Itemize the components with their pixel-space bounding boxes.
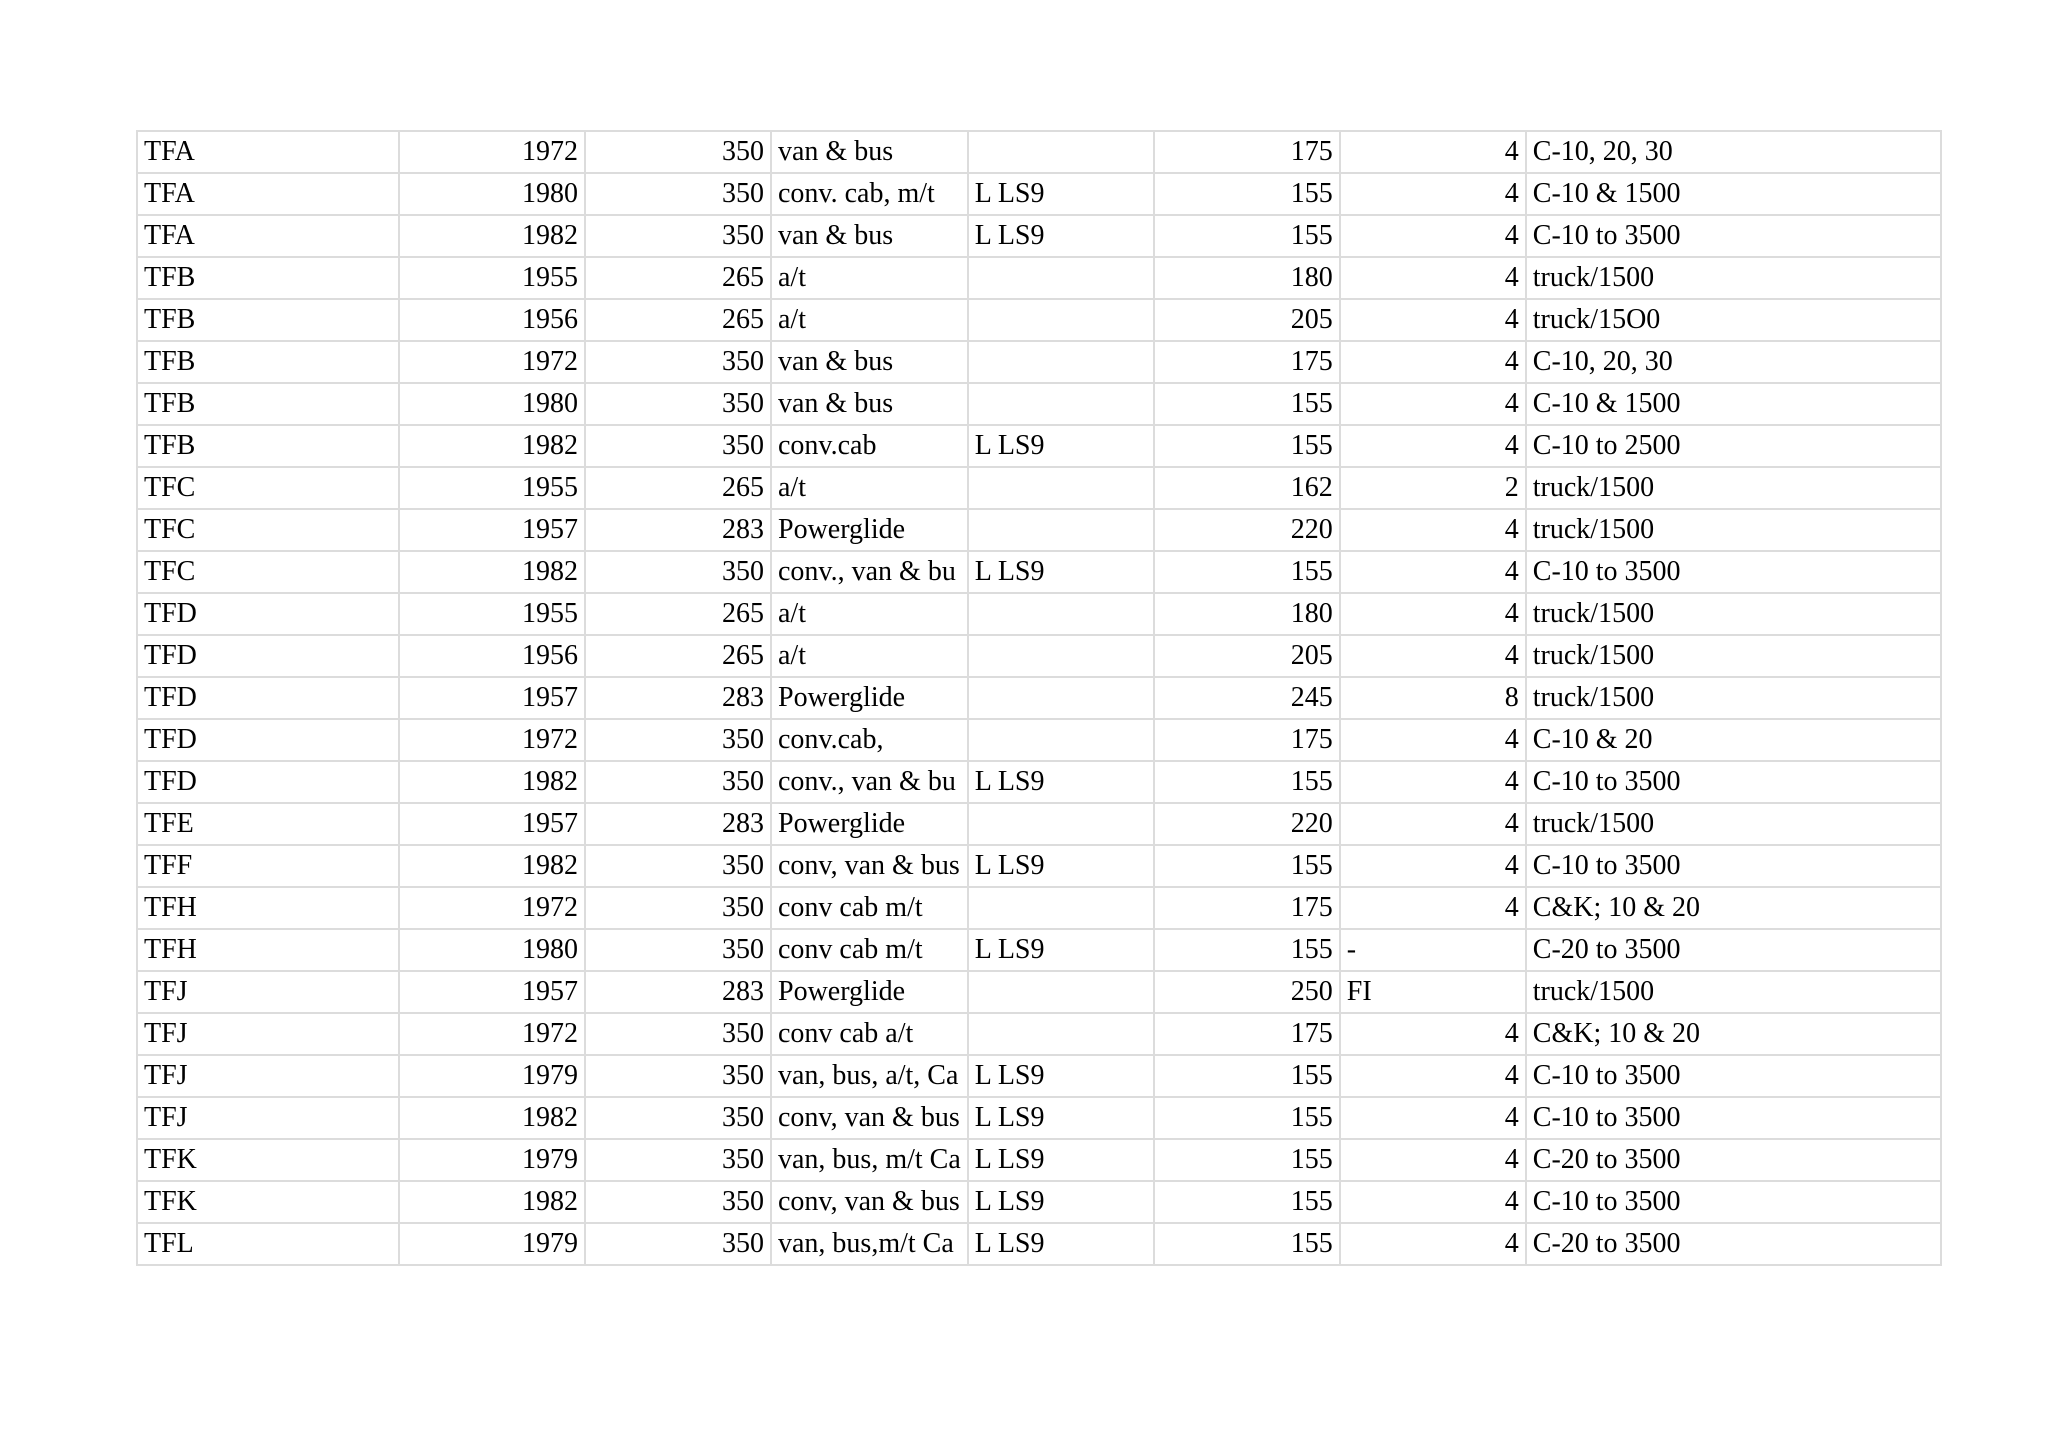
table-body (137, 131, 1941, 1265)
carburetor-cell: 4 (1340, 215, 1526, 257)
application-cell: conv.cab (771, 425, 968, 467)
horsepower-cell: 220 (1154, 803, 1340, 845)
table-row (137, 719, 1941, 761)
table-row (137, 173, 1941, 215)
model-cell: truck/1500 (1526, 509, 1941, 551)
horsepower-cell: 175 (1154, 341, 1340, 383)
engine-option-cell (968, 131, 1154, 173)
carburetor-cell: 4 (1340, 1139, 1526, 1181)
model-cell: C-10 to 2500 (1526, 425, 1941, 467)
table-row (137, 551, 1941, 593)
table-row (137, 593, 1941, 635)
model-cell: C-20 to 3500 (1526, 1139, 1941, 1181)
horsepower-cell: 180 (1154, 257, 1340, 299)
displacement-cell: 350 (585, 719, 771, 761)
year-cell: 1979 (399, 1223, 585, 1265)
carburetor-cell: 4 (1340, 845, 1526, 887)
carburetor-cell: 4 (1340, 551, 1526, 593)
horsepower-cell: 180 (1154, 593, 1340, 635)
displacement-cell: 350 (585, 1097, 771, 1139)
year-cell: 1982 (399, 551, 585, 593)
displacement-cell: 350 (585, 1223, 771, 1265)
table-row (137, 887, 1941, 929)
code-cell: TFJ (137, 971, 399, 1013)
engine-option-cell: L LS9 (968, 551, 1154, 593)
code-cell: TFD (137, 593, 399, 635)
table-row (137, 299, 1941, 341)
horsepower-cell: 245 (1154, 677, 1340, 719)
carburetor-cell: 4 (1340, 299, 1526, 341)
carburetor-cell: 4 (1340, 1055, 1526, 1097)
carburetor-cell: 4 (1340, 257, 1526, 299)
model-cell: C-10 to 3500 (1526, 761, 1941, 803)
code-cell: TFD (137, 677, 399, 719)
displacement-cell: 350 (585, 929, 771, 971)
horsepower-cell: 175 (1154, 719, 1340, 761)
engine-option-cell (968, 677, 1154, 719)
displacement-cell: 350 (585, 131, 771, 173)
year-cell: 1982 (399, 215, 585, 257)
application-cell: a/t (771, 257, 968, 299)
application-cell: conv., van & bu (771, 551, 968, 593)
horsepower-cell: 155 (1154, 215, 1340, 257)
model-cell: C-20 to 3500 (1526, 1223, 1941, 1265)
carburetor-cell: 4 (1340, 593, 1526, 635)
year-cell: 1956 (399, 635, 585, 677)
carburetor-cell: 8 (1340, 677, 1526, 719)
displacement-cell: 265 (585, 467, 771, 509)
horsepower-cell: 155 (1154, 1097, 1340, 1139)
carburetor-cell: 4 (1340, 173, 1526, 215)
model-cell: C-10 to 3500 (1526, 845, 1941, 887)
horsepower-cell: 220 (1154, 509, 1340, 551)
model-cell: truck/1500 (1526, 971, 1941, 1013)
code-cell: TFJ (137, 1055, 399, 1097)
application-cell: van & bus (771, 131, 968, 173)
year-cell: 1972 (399, 719, 585, 761)
code-cell: TFH (137, 887, 399, 929)
carburetor-cell: FI (1340, 971, 1526, 1013)
engine-option-cell (968, 257, 1154, 299)
application-cell: conv. cab, m/t (771, 173, 968, 215)
engine-option-cell (968, 467, 1154, 509)
table-row (137, 803, 1941, 845)
application-cell: conv., van & bu (771, 761, 968, 803)
code-cell: TFD (137, 635, 399, 677)
horsepower-cell: 155 (1154, 845, 1340, 887)
engine-option-cell: L LS9 (968, 929, 1154, 971)
year-cell: 1982 (399, 425, 585, 467)
model-cell: C-10 & 1500 (1526, 173, 1941, 215)
model-cell: C-10, 20, 30 (1526, 341, 1941, 383)
code-cell: TFC (137, 551, 399, 593)
code-cell: TFB (137, 341, 399, 383)
model-cell: C&K; 10 & 20 (1526, 887, 1941, 929)
application-cell: conv cab a/t (771, 1013, 968, 1055)
carburetor-cell: 4 (1340, 887, 1526, 929)
application-cell: a/t (771, 593, 968, 635)
application-cell: a/t (771, 635, 968, 677)
horsepower-cell: 155 (1154, 1055, 1340, 1097)
year-cell: 1957 (399, 803, 585, 845)
displacement-cell: 283 (585, 677, 771, 719)
carburetor-cell: 4 (1340, 425, 1526, 467)
application-cell: conv.cab, (771, 719, 968, 761)
code-cell: TFJ (137, 1097, 399, 1139)
displacement-cell: 350 (585, 887, 771, 929)
table-row (137, 1013, 1941, 1055)
model-cell: C-10 to 3500 (1526, 1055, 1941, 1097)
displacement-cell: 350 (585, 1055, 771, 1097)
code-cell: TFE (137, 803, 399, 845)
code-cell: TFC (137, 467, 399, 509)
carburetor-cell: 4 (1340, 509, 1526, 551)
model-cell: C-10 to 3500 (1526, 551, 1941, 593)
horsepower-cell: 155 (1154, 173, 1340, 215)
engine-option-cell (968, 635, 1154, 677)
horsepower-cell: 205 (1154, 299, 1340, 341)
application-cell: van, bus,m/t Ca (771, 1223, 968, 1265)
table-row (137, 677, 1941, 719)
horsepower-cell: 155 (1154, 551, 1340, 593)
carburetor-cell: 4 (1340, 131, 1526, 173)
displacement-cell: 265 (585, 257, 771, 299)
year-cell: 1982 (399, 1097, 585, 1139)
year-cell: 1982 (399, 845, 585, 887)
engine-option-cell: L LS9 (968, 215, 1154, 257)
horsepower-cell: 162 (1154, 467, 1340, 509)
displacement-cell: 350 (585, 215, 771, 257)
carburetor-cell: 4 (1340, 1013, 1526, 1055)
application-cell: Powerglide (771, 971, 968, 1013)
engine-option-cell (968, 971, 1154, 1013)
application-cell: Powerglide (771, 803, 968, 845)
code-cell: TFB (137, 257, 399, 299)
engine-option-cell (968, 719, 1154, 761)
horsepower-cell: 175 (1154, 131, 1340, 173)
application-cell: Powerglide (771, 509, 968, 551)
carburetor-cell: 4 (1340, 1223, 1526, 1265)
code-cell: TFA (137, 215, 399, 257)
table-row (137, 383, 1941, 425)
year-cell: 1955 (399, 467, 585, 509)
model-cell: C-10 to 3500 (1526, 215, 1941, 257)
engine-option-cell (968, 509, 1154, 551)
model-cell: truck/1500 (1526, 677, 1941, 719)
table-row (137, 215, 1941, 257)
carburetor-cell: 4 (1340, 803, 1526, 845)
application-cell: a/t (771, 299, 968, 341)
displacement-cell: 265 (585, 635, 771, 677)
year-cell: 1982 (399, 1181, 585, 1223)
model-cell: C-10 & 20 (1526, 719, 1941, 761)
year-cell: 1957 (399, 509, 585, 551)
engine-option-cell: L LS9 (968, 761, 1154, 803)
table-row (137, 467, 1941, 509)
year-cell: 1979 (399, 1139, 585, 1181)
engine-option-cell: L LS9 (968, 1097, 1154, 1139)
code-cell: TFB (137, 425, 399, 467)
code-cell: TFK (137, 1181, 399, 1223)
code-cell: TFB (137, 383, 399, 425)
displacement-cell: 350 (585, 383, 771, 425)
model-cell: C-10 & 1500 (1526, 383, 1941, 425)
application-cell: conv, van & bus (771, 1097, 968, 1139)
model-cell: truck/1500 (1526, 467, 1941, 509)
model-cell: C&K; 10 & 20 (1526, 1013, 1941, 1055)
year-cell: 1972 (399, 1013, 585, 1055)
engine-option-cell: L LS9 (968, 1055, 1154, 1097)
horsepower-cell: 250 (1154, 971, 1340, 1013)
table-row (137, 257, 1941, 299)
displacement-cell: 350 (585, 1181, 771, 1223)
carburetor-cell: 4 (1340, 635, 1526, 677)
displacement-cell: 350 (585, 1013, 771, 1055)
carburetor-cell: - (1340, 929, 1526, 971)
table-row (137, 1097, 1941, 1139)
year-cell: 1955 (399, 257, 585, 299)
displacement-cell: 265 (585, 299, 771, 341)
horsepower-cell: 205 (1154, 635, 1340, 677)
displacement-cell: 350 (585, 1139, 771, 1181)
application-cell: van & bus (771, 215, 968, 257)
horsepower-cell: 155 (1154, 1181, 1340, 1223)
table-row (137, 509, 1941, 551)
code-cell: TFB (137, 299, 399, 341)
table-row (137, 635, 1941, 677)
model-cell: C-10 to 3500 (1526, 1097, 1941, 1139)
code-cell: TFC (137, 509, 399, 551)
model-cell: truck/15O0 (1526, 299, 1941, 341)
model-cell: truck/1500 (1526, 257, 1941, 299)
displacement-cell: 350 (585, 761, 771, 803)
horsepower-cell: 155 (1154, 761, 1340, 803)
table-row (137, 425, 1941, 467)
carburetor-cell: 4 (1340, 383, 1526, 425)
model-cell: truck/1500 (1526, 635, 1941, 677)
model-cell: C-20 to 3500 (1526, 929, 1941, 971)
code-cell: TFJ (137, 1013, 399, 1055)
model-cell: C-10 to 3500 (1526, 1181, 1941, 1223)
application-cell: conv cab m/t (771, 887, 968, 929)
table-row (137, 1055, 1941, 1097)
application-cell: conv cab m/t (771, 929, 968, 971)
displacement-cell: 283 (585, 509, 771, 551)
engine-option-cell: L LS9 (968, 1139, 1154, 1181)
table-row (137, 1223, 1941, 1265)
horsepower-cell: 155 (1154, 1139, 1340, 1181)
code-cell: TFA (137, 131, 399, 173)
code-cell: TFD (137, 761, 399, 803)
year-cell: 1979 (399, 1055, 585, 1097)
horsepower-cell: 155 (1154, 383, 1340, 425)
application-cell: conv, van & bus (771, 845, 968, 887)
application-cell: conv, van & bus (771, 1181, 968, 1223)
engine-option-cell: L LS9 (968, 425, 1154, 467)
year-cell: 1972 (399, 131, 585, 173)
carburetor-cell: 4 (1340, 341, 1526, 383)
engine-option-cell (968, 299, 1154, 341)
horsepower-cell: 155 (1154, 425, 1340, 467)
code-cell: TFL (137, 1223, 399, 1265)
engine-option-cell (968, 593, 1154, 635)
carburetor-cell: 4 (1340, 719, 1526, 761)
model-cell: truck/1500 (1526, 803, 1941, 845)
engine-option-cell (968, 341, 1154, 383)
year-cell: 1957 (399, 971, 585, 1013)
year-cell: 1972 (399, 887, 585, 929)
engine-option-cell: L LS9 (968, 845, 1154, 887)
year-cell: 1980 (399, 173, 585, 215)
application-cell: Powerglide (771, 677, 968, 719)
model-cell: C-10, 20, 30 (1526, 131, 1941, 173)
horsepower-cell: 175 (1154, 887, 1340, 929)
year-cell: 1956 (399, 299, 585, 341)
application-cell: a/t (771, 467, 968, 509)
code-cell: TFF (137, 845, 399, 887)
table-row (137, 1139, 1941, 1181)
code-cell: TFD (137, 719, 399, 761)
code-cell: TFH (137, 929, 399, 971)
engine-option-cell: L LS9 (968, 173, 1154, 215)
carburetor-cell: 4 (1340, 761, 1526, 803)
engine-option-cell: L LS9 (968, 1181, 1154, 1223)
displacement-cell: 350 (585, 425, 771, 467)
code-cell: TFA (137, 173, 399, 215)
engine-option-cell (968, 887, 1154, 929)
horsepower-cell: 155 (1154, 1223, 1340, 1265)
spreadsheet-table (136, 130, 1942, 1266)
displacement-cell: 350 (585, 551, 771, 593)
code-cell: TFK (137, 1139, 399, 1181)
carburetor-cell: 4 (1340, 1097, 1526, 1139)
year-cell: 1957 (399, 677, 585, 719)
engine-option-cell (968, 1013, 1154, 1055)
displacement-cell: 350 (585, 341, 771, 383)
carburetor-cell: 4 (1340, 1181, 1526, 1223)
application-cell: van & bus (771, 341, 968, 383)
engine-option-cell (968, 383, 1154, 425)
displacement-cell: 350 (585, 845, 771, 887)
application-cell: van & bus (771, 383, 968, 425)
displacement-cell: 350 (585, 173, 771, 215)
table-row (137, 341, 1941, 383)
engine-option-cell: L LS9 (968, 1223, 1154, 1265)
year-cell: 1980 (399, 383, 585, 425)
table-row (137, 929, 1941, 971)
year-cell: 1955 (399, 593, 585, 635)
table-row (137, 971, 1941, 1013)
horsepower-cell: 175 (1154, 1013, 1340, 1055)
year-cell: 1982 (399, 761, 585, 803)
horsepower-cell: 155 (1154, 929, 1340, 971)
table-row (137, 1181, 1941, 1223)
displacement-cell: 283 (585, 971, 771, 1013)
table-row (137, 845, 1941, 887)
year-cell: 1980 (399, 929, 585, 971)
displacement-cell: 265 (585, 593, 771, 635)
application-cell: van, bus, a/t, Ca (771, 1055, 968, 1097)
model-cell: truck/1500 (1526, 593, 1941, 635)
engine-option-cell (968, 803, 1154, 845)
table-row (137, 131, 1941, 173)
carburetor-cell: 2 (1340, 467, 1526, 509)
application-cell: van, bus, m/t Ca (771, 1139, 968, 1181)
displacement-cell: 283 (585, 803, 771, 845)
table-row (137, 761, 1941, 803)
year-cell: 1972 (399, 341, 585, 383)
